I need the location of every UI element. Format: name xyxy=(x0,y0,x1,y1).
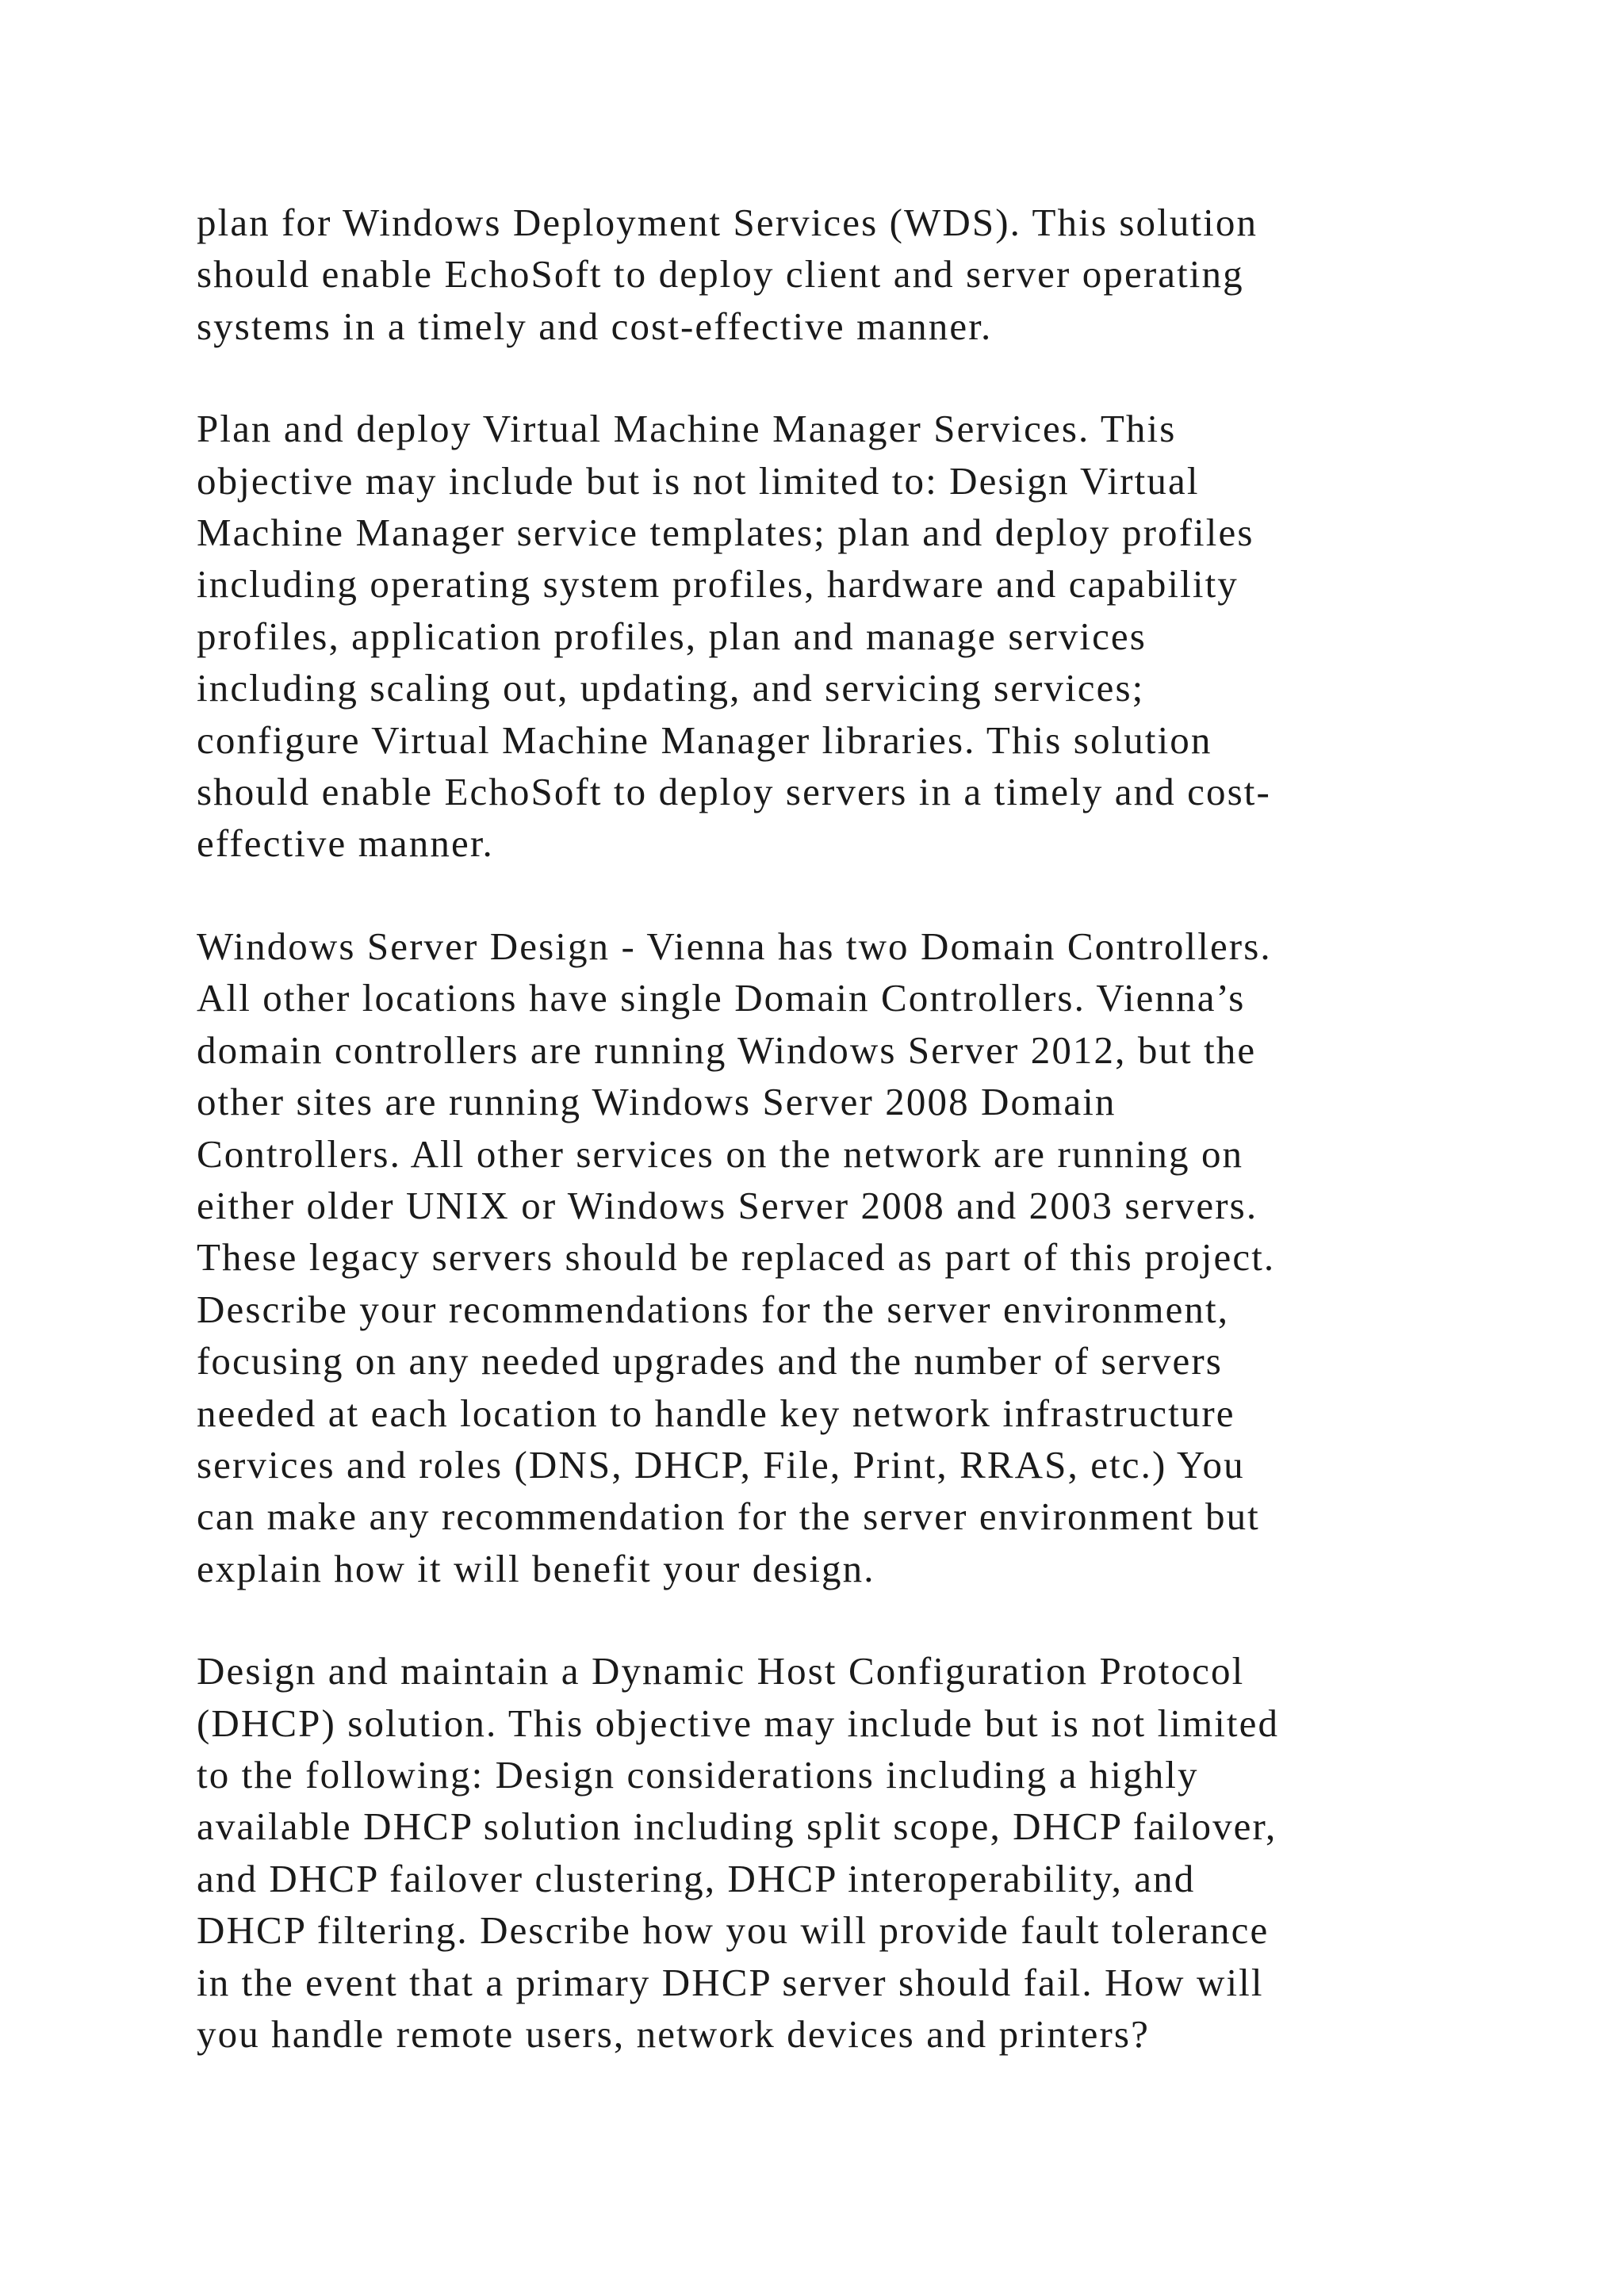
text-line: services and roles (DNS, DHCP, File, Print, RRAS, etc.) You xyxy=(197,1442,1245,1487)
text-line: Controllers. All other services on the network are running on xyxy=(197,1131,1244,1176)
paragraph-dhcp-solution xyxy=(197,1645,1450,2060)
text-line: Machine Manager service templates; plan and deploy profiles xyxy=(197,511,1254,555)
text-line: explain how it will benefit your design. xyxy=(197,1546,875,1590)
text-line: in the event that a primary DHCP server should fail. How will xyxy=(197,1960,1264,2004)
text-line: including scaling out, updating, and servicing services; xyxy=(197,666,1145,710)
text-line: These legacy servers should be replaced as part of this project. xyxy=(197,1235,1276,1280)
text-line: configure Virtual Machine Manager libraries. This solution xyxy=(197,718,1212,762)
text-line: can make any recommendation for the server environment but xyxy=(197,1494,1260,1539)
text-line: Design and maintain a Dynamic Host Configuration Protocol xyxy=(197,1649,1245,1693)
text-line: other sites are running Windows Server 2008 Domain xyxy=(197,1080,1116,1124)
text-line: objective may include but is not limited to: Design Virtual xyxy=(197,458,1200,503)
text-line: including operating system profiles, hardware and capability xyxy=(197,562,1239,607)
paragraph-wds-plan xyxy=(197,197,1450,352)
paragraph-server-design xyxy=(197,920,1450,1594)
text-line: (DHCP) solution. This objective may include but is not limited xyxy=(197,1701,1280,1745)
text-line: systems in a timely and cost-effective manner. xyxy=(197,304,993,348)
text-line: available DHCP solution including split scope, DHCP failover, xyxy=(197,1804,1277,1849)
text-line: plan for Windows Deployment Services (WDS). This solution xyxy=(197,201,1258,244)
text-line: either older UNIX or Windows Server 2008 and 2003 servers. xyxy=(197,1183,1258,1227)
text-line: to the following: Design considerations including a highly xyxy=(197,1752,1199,1797)
document-body xyxy=(197,197,1450,2110)
text-line: needed at each location to handle key network infrastructure xyxy=(197,1391,1235,1435)
text-line: Describe your recommendations for the server environment, xyxy=(197,1287,1230,1331)
paragraph-vmm-services xyxy=(197,403,1450,870)
text-line: you handle remote users, network devices and printers? xyxy=(197,2012,1150,2056)
text-line: Plan and deploy Virtual Machine Manager Services. This xyxy=(197,407,1177,451)
text-line: All other locations have single Domain Controllers. Vienna’s xyxy=(197,976,1246,1020)
text-line: should enable EchoSoft to deploy servers in a timely and cost- xyxy=(197,770,1271,814)
text-line: focusing on any needed upgrades and the number of servers xyxy=(197,1339,1223,1383)
text-line: domain controllers are running Windows Server 2012, but the xyxy=(197,1027,1257,1072)
text-line: effective manner. xyxy=(197,821,494,866)
text-line: and DHCP failover clustering, DHCP interoperability, and xyxy=(197,1856,1196,1900)
text-line: DHCP filtering. Describe how you will provide fault tolerance xyxy=(197,1908,1270,1953)
text-line: Windows Server Design - Vienna has two Domain Controllers. xyxy=(197,924,1272,968)
text-line: should enable EchoSoft to deploy client and server operating xyxy=(197,252,1244,297)
text-line: profiles, application profiles, plan and manage services xyxy=(197,614,1147,658)
